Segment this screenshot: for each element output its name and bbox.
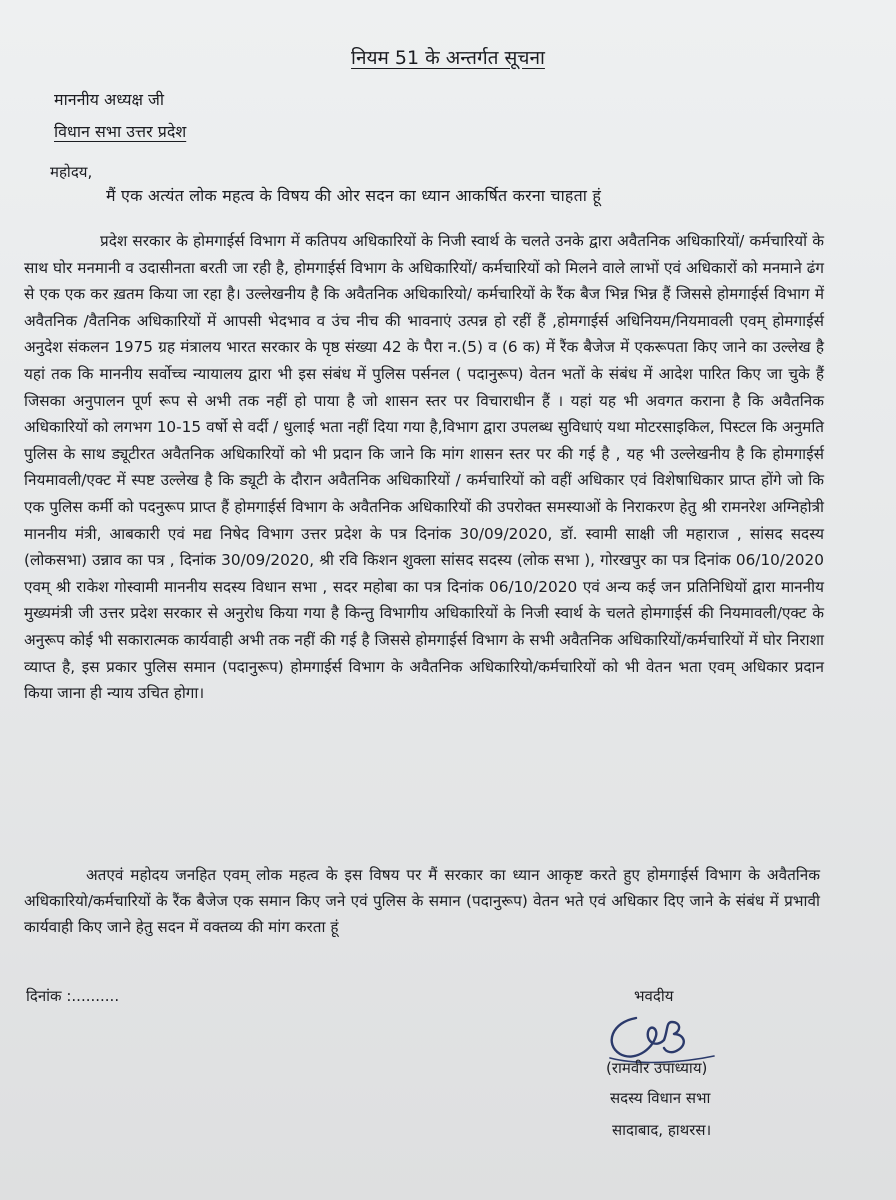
salutation: महोदय, xyxy=(50,163,93,181)
document-title-text: नियम 51 के अन्तर्गत सूचना xyxy=(351,47,545,69)
addressee-line-1: माननीय अध्यक्ष जी xyxy=(54,90,165,109)
date-line: दिनांक :.......... xyxy=(26,987,120,1005)
signatory-designation: सदस्य विधान सभा xyxy=(610,1089,711,1107)
signatory-name: (रामवीर उपाध्याय) xyxy=(606,1059,708,1077)
signatory-place: सादाबाद, हाथरस। xyxy=(612,1121,712,1139)
signature-block xyxy=(580,986,800,1186)
body-paragraph-1: प्रदेश सरकार के होमगाईर्स विभाग में कतिपय अधिकारियों के निजी स्वार्थ के चलते उनके द्वारा अवैतनिक अधिकारियों/ कर्मचारियों के साथ घोर मनमानी व उदासीनता बरती जा रही है, होमगाईर्स विभाग के अधिकारियों/ कर्मचारियों को मिलने वाले लाभों एवं अधिकारों को मनमाने ढंग से एक एक कर ख़तम किया जा रहा है। उल्लेखनीय है कि अवैतनिक अधिकारियो/ कर्मचारियों के रैंक बैज भिन्न भिन्न हैं जिससे होमगाईर्स विभाग में अवैतनिक /वैतनिक अधिकारियों में आपसी भेदभाव व उंच नीच की भावनाएं उत्पन्न हो रहीं हैं ,होमगाईर्स अधिनियम/नियमावली एवम् होमगाईर्स अनुदेश संकलन 1975 ग्रह मंत्रालय भारत सरकार के पृष्ठ संख्या 42 के पैरा न.(5) व (6 क) में रैंक बैजेज में एकरूपता किए जाने का उल्लेख है यहां तक कि माननीय सर्वोच्च न्यायालय द्वारा भी इस संबंध में पुलिस पर्सनल ( पदानुरूप) वेतन भतों के संबंध में आदेश पारित किए जा चुके हैं जिसका अनुपालन पूर्ण रूप से अभी तक नहीं हो पाया है जो शासन स्तर पर विचाराधीन हैं । यहां यह भी अवगत कराना है कि अवैतनिक अधिकारियों को लगभग 10-15 वर्षो से वर्दी / धुलाई भता नहीं दिया गया है,विभाग द्वारा उपलब्ध सुविधाएं यथा मोटरसाइकिल, पिस्टल कि अनुमति पुलिस के साथ ड्यूटीरत अवैतनिक अधिकारियों को भी प्रदान कि जाने कि मांग शासन स्तर पर की गई है , यह भी उल्लेखनीय है कि होमगाईर्स नियमावली/एक्ट में स्पष्ट उल्लेख है कि ड्यूटी के दौरान अवैतनिक अधिकारियों / कर्मचारियों को वहीं अधिकार एवं विशेषाधिकार प्राप्त होंगे जो कि एक पुलिस कर्मी को पदनुरूप प्राप्त हैं होमगाईर्स विभाग के अवैतनिक अधिकारियों की उपरोक्त समस्याओं के निराकरण हेतु श्री रामनरेश अग्निहोत्री माननीय मंत्री, आबकारी एवं मद्य निषेद विभाग उत्तर प्रदेश के पत्र दिनांक 30/09/2020, डॉ. स्वामी साक्षी जी महाराज , सांसद सदस्य (लोकसभा) उन्नाव का पत्र , दिनांक 30/09/2020, श्री रवि किशन शुक्ला सांसद सदस्य (लोक सभा ), गोरखपुर का पत्र दिनांक 06/10/2020 एवम् श्री राकेश गोस्वामी माननीय सदस्य विधान सभा , सदर महोबा का पत्र दिनांक 06/10/2020 एवं अन्य कई जन प्रतिनिधियों द्वारा माननीय मुख्यमंत्री जी उत्तर प्रदेश सरकार से अनुरोध किया गया है किन्तु विभागीय अधिकारियों के निजी स्वार्थ के चलते होमगाईर्स की नियमावली/एक्ट के अनुरूप कोई भी सकारात्मक कार्यवाही अभी तक नहीं की गई है जिससे होमगाईर्स विभाग के सभी अवैतनिक अधिकारियों/कर्मचारियों में घोर निराशा व्याप्त है, इस प्रकार पुलिस समान (पदानुरूप) होमगाईर्स विभाग के अवैतनिक अधिकारियो/कर्मचारियों को भी वेतन भता एवम् अधिकार प्रदान किया जाना ही न्याय उचित होगा। xyxy=(24,232,824,703)
closing-word: भवदीय xyxy=(634,987,674,1005)
addressee-line-2: विधान सभा उत्तर प्रदेश xyxy=(54,122,187,141)
intro-line: मैं एक अत्यंत लोक महत्व के विषय की ओर सदन का ध्यान आकर्षित करना चाहता हूं xyxy=(106,186,602,205)
body-paragraph-2: अतएवं महोदय जनहित एवम् लोक महत्व के इस विषय पर मैं सरकार का ध्यान आकृष्ट करते हुए होमगाईर्स विभाग के अवैतनिक अधिकारियो/कर्मचारियों के रैंक बैजेज एक समान किए जने एवं पुलिस के समान (पदानुरूप) वेतन भते एवं अधिकार दिए जाने के संबंध में प्रभावी कार्यवाही किए जाने हेतु सदन में वक्तव्य की मांग करता हूं xyxy=(24,866,820,936)
document-title xyxy=(0,44,896,70)
